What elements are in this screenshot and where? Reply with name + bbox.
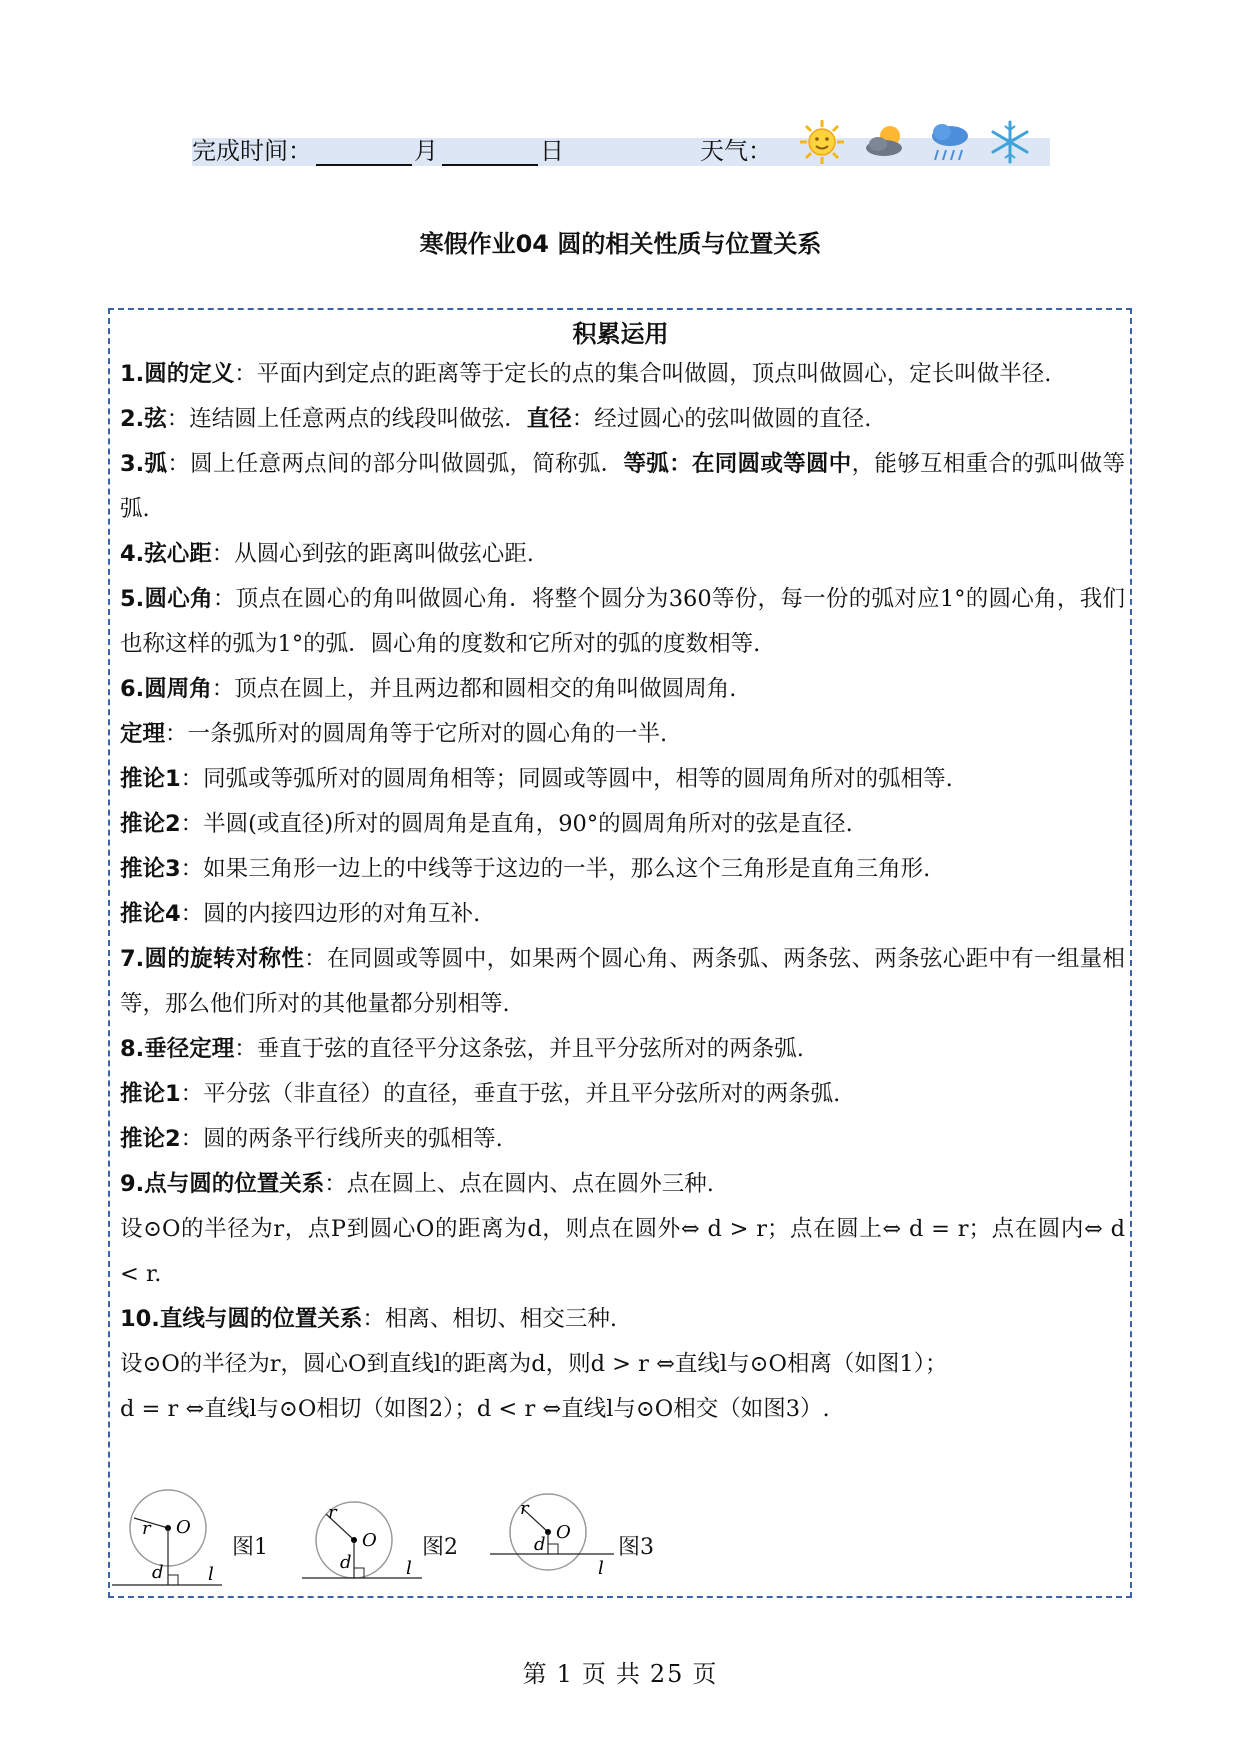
item-central-angle: 5.圆心角：顶点在圆心的角叫做圆心角．将整个圆分为360等份，每一份的弧对应1°的圆心角，我们也称这样的弧为1°的弧．圆心角的度数和它所对的弧的度数相等. <box>120 586 1125 657</box>
figure-3-d-label: d <box>534 1534 546 1555</box>
day-label: 日 <box>540 137 564 165</box>
figure-1-r-label: r <box>142 1518 151 1539</box>
header-bar <box>192 138 1050 166</box>
month-blank <box>316 164 412 166</box>
month-label: 月 <box>414 137 438 165</box>
figure-3-l-label: l <box>598 1558 604 1579</box>
document-title: 寒假作业04 圆的相关性质与位置关系 <box>419 230 822 258</box>
figure-3-caption: 图3 <box>618 1535 654 1560</box>
item-line-circle-detail-2: d = r ⇔直线l与⊙O相切（如图2）；d < r ⇔直线l与⊙O相交（如图3）. <box>120 1396 830 1422</box>
item-chord: 2.弦：连结圆上任意两点的线段叫做弦．直径：经过圆心的弦叫做圆的直径. <box>120 406 872 432</box>
figure-2-l-label: l <box>406 1558 412 1579</box>
item-corollary-1: 推论1：同弧或等弧所对的圆周角相等；同圆或等圆中，相等的圆周角所对的弧相等. <box>120 766 953 792</box>
day-blank <box>442 164 538 166</box>
figure-2-d-label: d <box>340 1552 352 1573</box>
item-perpendicular-diameter: 8.垂径定理：垂直于弦的直径平分这条弦，并且平分弦所对的两条弧. <box>120 1036 804 1062</box>
sunny-icon <box>798 118 846 166</box>
item-theorem: 定理：一条弧所对的圆周角等于它所对的圆心角的一半. <box>120 721 668 747</box>
figure-1-diagram <box>112 1488 222 1596</box>
figure-1-l-label: l <box>208 1564 214 1585</box>
item-circle-definition: 1.圆的定义：平面内到定点的距离等于定长的点的集合叫做圆，顶点叫做圆心，定长叫做半径. <box>120 361 1052 387</box>
item-corollary-4: 推论4：圆的内接四边形的对角互补. <box>120 901 481 927</box>
figure-2-o-label: O <box>362 1530 377 1551</box>
item-rotational-symmetry: 7.圆的旋转对称性：在同圆或等圆中，如果两个圆心角、两条弧、两条弦、两条弦心距中有一组量相等，那么他们所对的其他量都分别相等. <box>120 946 1125 1017</box>
item-point-circle: 9.点与圆的位置关系：点在圆上、点在圆内、点在圆外三种. <box>120 1171 714 1197</box>
item-corollary-2: 推论2：半圆(或直径)所对的圆周角是直角，90°的圆周角所对的弦是直径. <box>120 811 853 837</box>
figure-1-caption: 图1 <box>232 1535 268 1560</box>
figure-2-diagram <box>302 1488 422 1596</box>
item-corollary-3: 推论3：如果三角形一边上的中线等于这边的一半，那么这个三角形是直角三角形. <box>120 856 931 882</box>
partly-cloudy-icon <box>862 118 910 166</box>
figures-row <box>112 1488 812 1596</box>
item-pd-corollary-1: 推论1：平分弦（非直径）的直径，垂直于弦，并且平分弦所对的两条弧. <box>120 1081 841 1107</box>
weather-label: 天气： <box>700 137 772 165</box>
completion-time-label: 完成时间： <box>192 137 312 165</box>
figure-2-r-label: r <box>328 1502 337 1523</box>
item-inscribed-angle: 6.圆周角：顶点在圆上，并且两边都和圆相交的角叫做圆周角. <box>120 676 737 702</box>
figure-2-caption: 图2 <box>422 1535 458 1560</box>
total-pages: 25 <box>649 1660 685 1688</box>
section-content <box>120 352 1125 1432</box>
item-line-circle-detail-1: 设⊙O的半径为r，圆心O到直线l的距离为d，则d > r ⇔直线l与⊙O相离（如图1）； <box>120 1351 948 1377</box>
rain-icon <box>926 118 974 166</box>
section-title: 积累运用 <box>572 320 669 348</box>
item-chord-distance: 4.弦心距：从圆心到弦的距离叫做弦心距. <box>120 541 534 567</box>
snowflake-icon <box>986 118 1034 166</box>
item-line-circle: 10.直线与圆的位置关系：相离、相切、相交三种. <box>120 1306 618 1332</box>
item-arc: 3.弧：圆上任意两点间的部分叫做圆弧，简称弧．等弧：在同圆或等圆中，能够互相重合的弧叫做等弧. <box>120 451 1125 522</box>
current-page: 1 <box>556 1660 574 1688</box>
item-point-circle-detail: 设⊙O的半径为r，点P到圆心O的距离为d，则点在圆外⇔ d > r；点在圆上⇔ d = r；点在圆内⇔ d < r. <box>120 1216 1125 1287</box>
item-pd-corollary-2: 推论2：圆的两条平行线所夹的弧相等. <box>120 1126 503 1152</box>
page-footer: 第 1 页 共 25 页 <box>522 1660 719 1688</box>
figure-3-r-label: r <box>520 1498 529 1519</box>
figure-3-diagram <box>490 1488 614 1596</box>
figure-1-o-label: O <box>176 1517 191 1538</box>
figure-1-d-label: d <box>152 1562 164 1583</box>
figure-3-o-label: O <box>556 1522 571 1543</box>
